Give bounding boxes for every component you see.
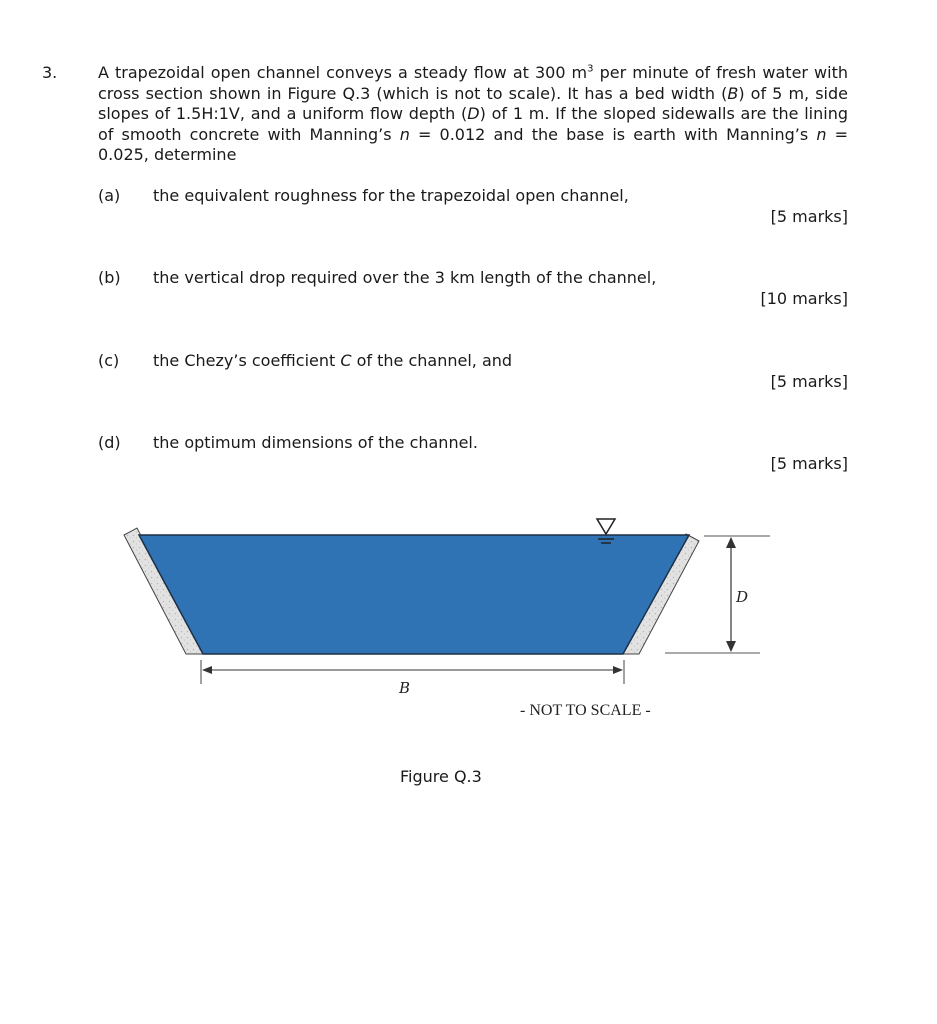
not-to-scale-note: - NOT TO SCALE - bbox=[520, 702, 651, 719]
part-c-text: the Chezy’s coefficient C of the channel, and bbox=[153, 351, 513, 370]
part-d-text: the optimum dimensions of the channel. bbox=[153, 433, 478, 452]
figure-caption: Figure Q.3 bbox=[400, 767, 482, 786]
question-intro: A trapezoidal open channel conveys a steady flow at 300 $m^3$ per minute of fresh water with cross section shown in Figure Q.3 (which is not to scale). It has a bed width (B) of 5 m, side slopes of 1.5H:1V, and a uniform flow depth (D) of 1 m. If the sloped sidewalls are the lining of smooth concrete with Manning’s n = 0.012 and the base is earth with Manning’s n = 0.025, determine bbox=[98, 63, 849, 164]
part-a-marks: [5 marks] bbox=[770, 207, 848, 226]
part-b-text: the vertical drop required over the 3 km length of the channel, bbox=[153, 268, 657, 287]
water-body bbox=[139, 535, 689, 654]
part-c-marks: [5 marks] bbox=[770, 372, 848, 391]
bed-width-dimension bbox=[201, 660, 624, 684]
part-b-label: (b) bbox=[98, 268, 121, 287]
part-a-text: the equivalent roughness for the trapezoidal open channel, bbox=[153, 186, 629, 205]
water-surface-symbol bbox=[597, 519, 615, 543]
part-a-label: (a) bbox=[98, 186, 121, 205]
part-d-label: (d) bbox=[98, 433, 121, 452]
label-b: B bbox=[399, 679, 411, 697]
label-d: D bbox=[736, 588, 749, 606]
question-number: 3. bbox=[42, 63, 58, 82]
part-c-label: (c) bbox=[98, 351, 120, 370]
part-b-marks: [10 marks] bbox=[760, 289, 848, 308]
part-d-marks: [5 marks] bbox=[770, 454, 848, 473]
channel-cross-section-figure bbox=[0, 505, 937, 735]
